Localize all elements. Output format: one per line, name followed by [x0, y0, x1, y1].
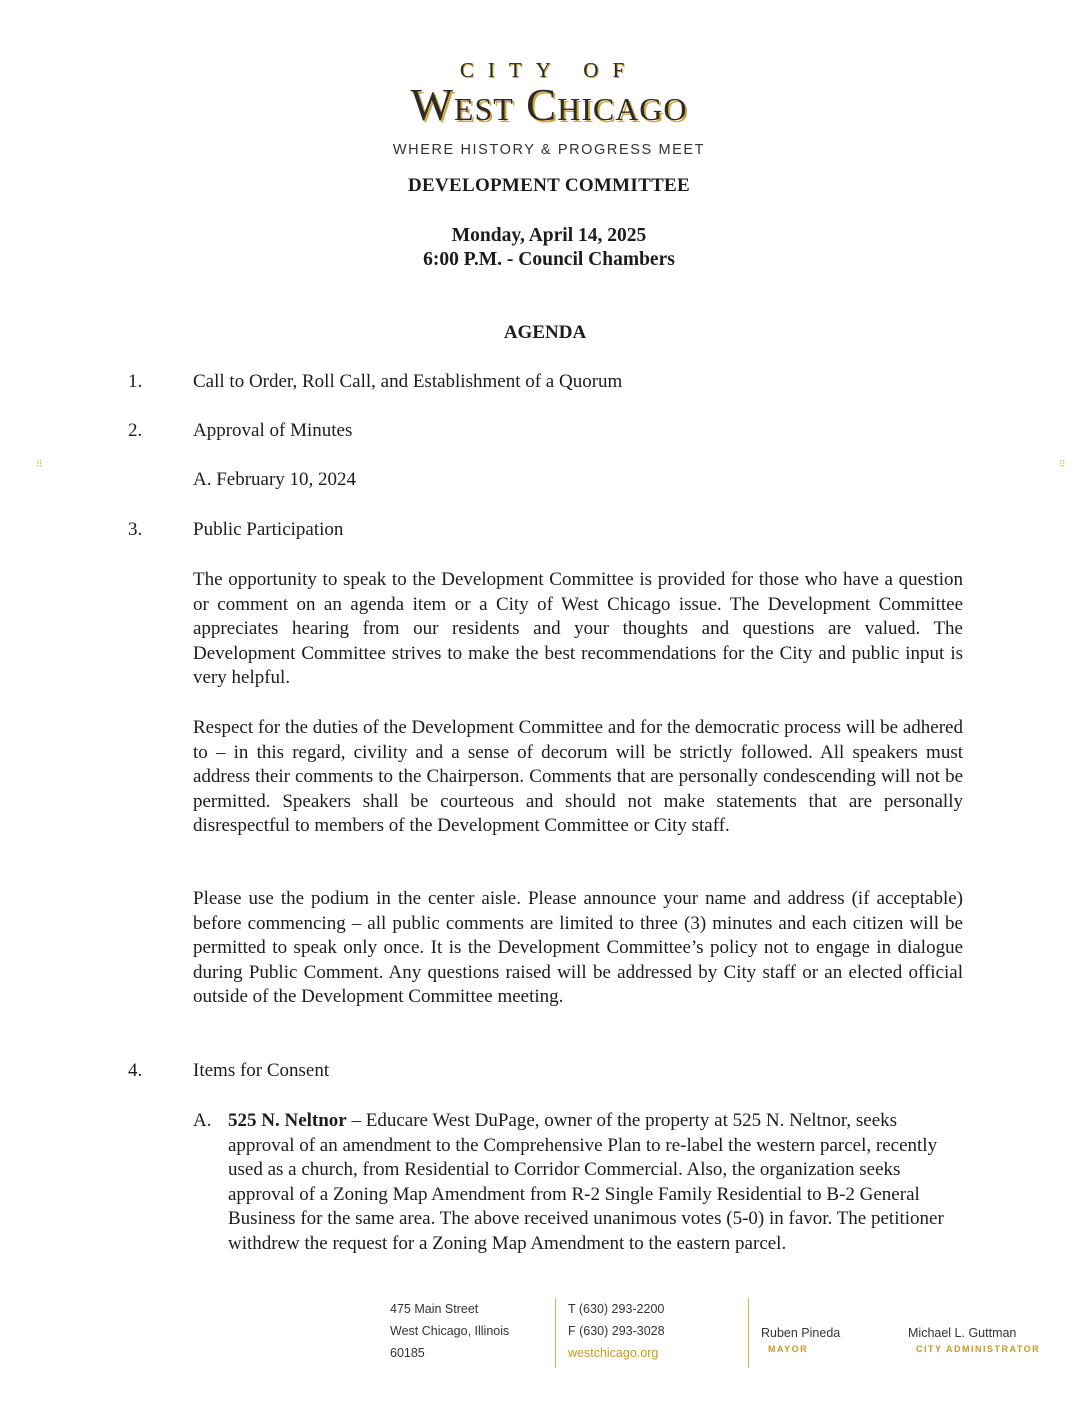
- letterhead-city-name: West Chicago: [410, 80, 688, 130]
- meeting-date: Monday, April 14, 2025: [451, 225, 647, 246]
- public-participation-paragraph-1: The opportunity to speak to the Development Committee is provided for those who have a question or comment on an agenda item or a City of West Chicago issue. The Development Committee appreciates hearing from our residents and your thoughts and questions are valued. The Development Committee strives to make the best recommendations for the City and public input is very helpful.: [193, 569, 963, 688]
- scan-mark-left: ⠿: [36, 460, 43, 470]
- item-3-title: Public Participation: [193, 519, 344, 540]
- item-2-minutes-date: A. February 10, 2024: [193, 469, 357, 490]
- item-1-title: Call to Order, Roll Call, and Establishment of a Quorum: [193, 371, 623, 392]
- footer-phone: T (630) 293-2200: [568, 1302, 665, 1316]
- mayor-title: MAYOR: [768, 1344, 809, 1354]
- letterhead-footer: [0, 1296, 1088, 1376]
- item-1-number: 1.: [128, 371, 143, 392]
- public-participation-paragraph-2: Respect for the duties of the Development Committee and for the democratic process will be adhered to – in this regard, civility and a sense of decorum will be strictly followed. All speakers must address their comments to the Chairperson. Comments that are personally condescending will not be permitted. Speakers shall be courteous and should not make statements that are personally disrespectful to members of the Development Committee or City staff.: [193, 717, 963, 836]
- letterhead-city-of: CITY OF: [459, 58, 639, 82]
- administrator-title: CITY ADMINISTRATOR: [916, 1344, 1041, 1354]
- footer-fax: F (630) 293-3028: [568, 1324, 665, 1338]
- committee-title: DEVELOPMENT COMMITTEE: [407, 175, 690, 196]
- mayor-name: Ruben Pineda: [761, 1326, 841, 1340]
- footer-zip: 60185: [390, 1346, 425, 1360]
- footer-divider: [748, 1298, 749, 1368]
- consent-item-a-description: – Educare West DuPage, owner of the property at 525 N. Neltnor, seeks approval of an amendment to the Comprehensive Plan to re-label the western parcel, recently used as a church, from Residential to Corridor Commercial. Also, the organization seeks approval of a Zoning Map Amendment from R-2 Single Family Residential to B-2 General Business for the same area. The above received unanimous votes (5-0) in favor. The petitioner withdrew the request for a Zoning Map Amendment to the eastern parcel.: [228, 1110, 944, 1254]
- footer-divider: [555, 1298, 556, 1368]
- item-2-title: Approval of Minutes: [193, 420, 353, 441]
- item-3-number: 3.: [128, 519, 143, 540]
- consent-item-a-body: [228, 1109, 963, 1256]
- meeting-time-place: 6:00 P.M. - Council Chambers: [423, 249, 675, 270]
- letterhead-tagline: WHERE HISTORY & PROGRESS MEET: [392, 142, 706, 158]
- consent-item-a-label: A.: [193, 1110, 212, 1131]
- agenda-heading: AGENDA: [503, 322, 587, 343]
- administrator-name: Michael L. Guttman: [908, 1326, 1017, 1340]
- footer-contact: [568, 1298, 665, 1364]
- item-4-number: 4.: [128, 1060, 143, 1081]
- item-2-number: 2.: [128, 420, 143, 441]
- public-participation-paragraph-3: Please use the podium in the center aisle. Please announce your name and address (if acceptable) before commencing – all public comments are limited to three (3) minutes and each citizen will be permitted to speak only once. It is the Development Committee’s policy not to engage in dialogue during Public Comment. Any questions raised will be addressed by City staff or an elected official outside of the Development Committee meeting.: [193, 888, 963, 1007]
- footer-city-state: West Chicago, Illinois: [390, 1324, 510, 1338]
- consent-item-a-address: 525 N. Neltnor: [228, 1110, 347, 1131]
- consent-item-a: [193, 1109, 963, 1256]
- item-4-title: Items for Consent: [193, 1060, 330, 1081]
- footer-website: westchicago.org: [568, 1346, 659, 1360]
- scan-mark-right: ⠿: [1059, 460, 1066, 470]
- footer-street: 475 Main Street: [390, 1302, 479, 1316]
- footer-address: [390, 1298, 509, 1364]
